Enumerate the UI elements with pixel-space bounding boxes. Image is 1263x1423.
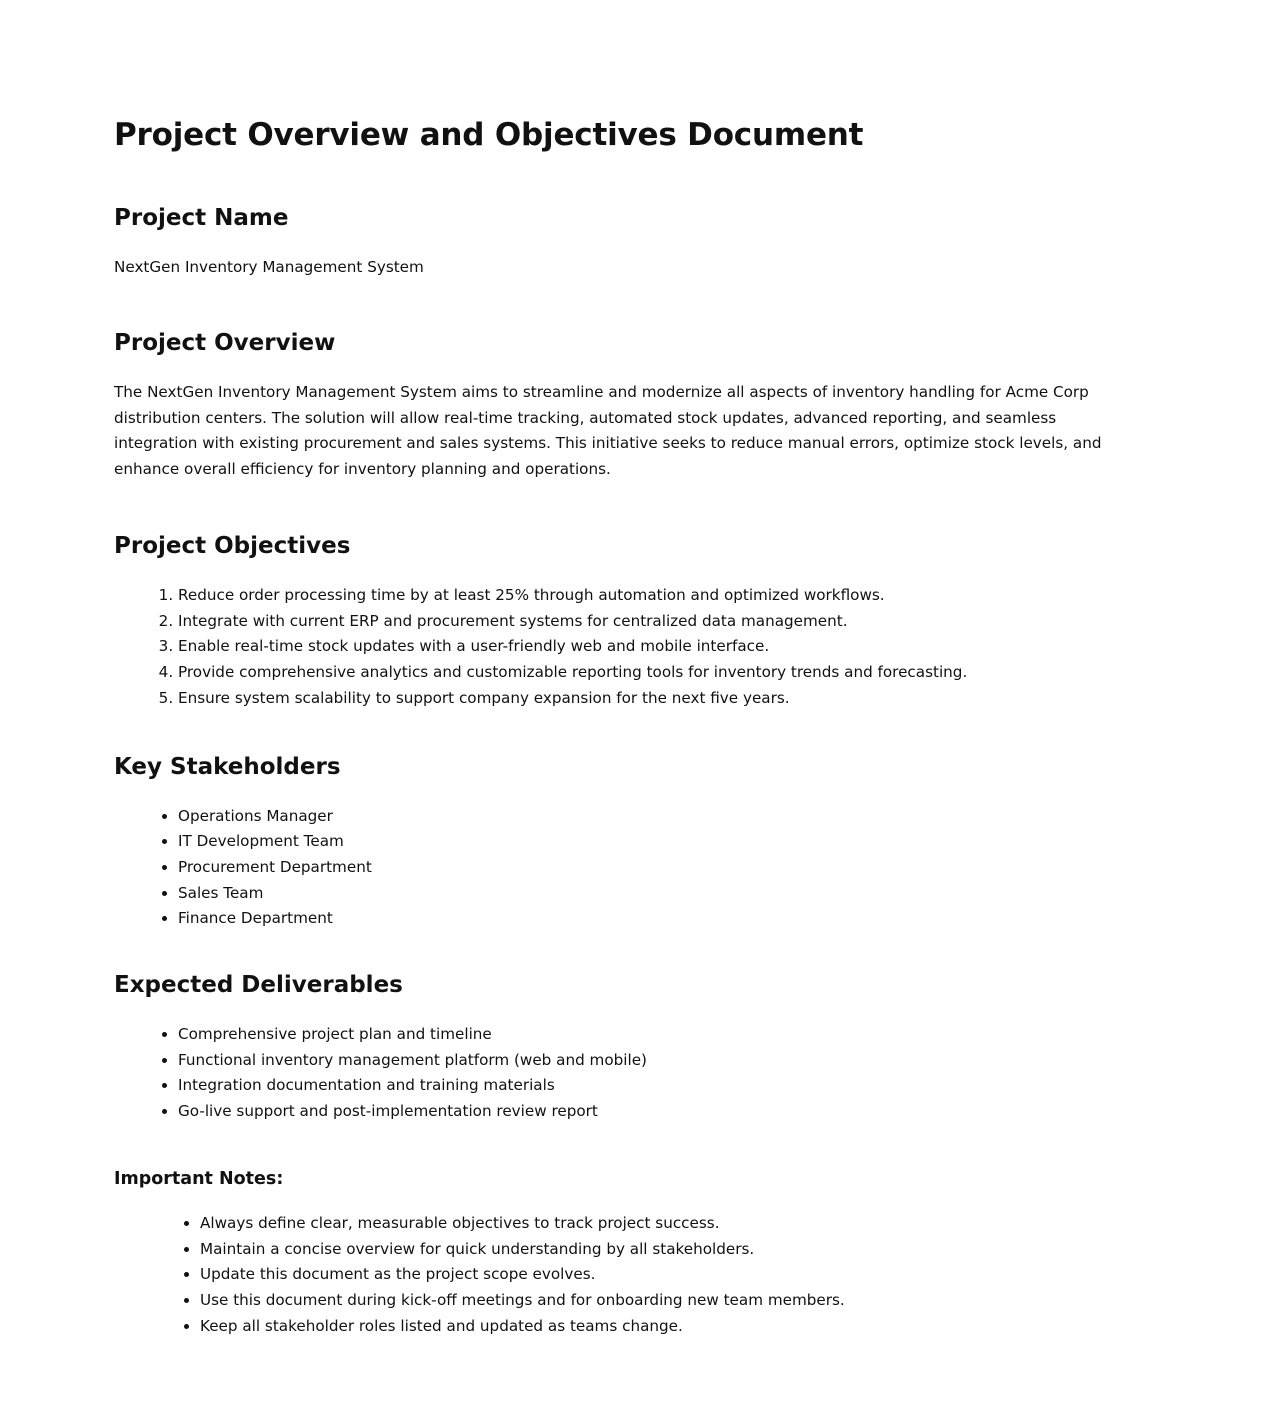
project-name-heading: Project Name <box>114 205 289 231</box>
list-item: • Comprehensive project plan and timeline <box>178 1022 1134 1048</box>
important-notes-section <box>114 1167 1134 1340</box>
list-item: 5. Ensure system scalability to support company expansion for the next five years. <box>178 686 1134 712</box>
key-stakeholders-heading: Key Stakeholders <box>114 753 341 780</box>
list-item: • Procurement Department <box>178 855 1134 881</box>
list-item: 3. Enable real-time stock updates with a user-friendly web and mobile interface. <box>178 634 1134 660</box>
objectives-list <box>114 583 1134 712</box>
list-item: • Update this document as the project scope evolves. <box>200 1262 1134 1288</box>
list-item: • Sales Team <box>178 881 1134 907</box>
expected-deliverables-section <box>114 970 1134 1125</box>
project-overview-heading: Project Overview <box>114 329 336 356</box>
document-title: Project Overview and Objectives Document <box>114 117 864 153</box>
list-item: 4. Provide comprehensive analytics and customizable reporting tools for inventory trends and forecasting. <box>178 660 1134 686</box>
expected-deliverables-heading: Expected Deliverables <box>114 972 403 999</box>
project-objectives-heading: Project Objectives <box>114 532 351 559</box>
list-item: 2. Integrate with current ERP and procurement systems for centralized data management. <box>178 609 1134 635</box>
list-item: • Always define clear, measurable objectives to track project success. <box>200 1211 1134 1237</box>
list-item: • Keep all stakeholder roles listed and updated as teams change. <box>200 1314 1134 1340</box>
list-item: • Functional inventory management platform (web and mobile) <box>178 1048 1134 1074</box>
list-item: • Go-live support and post-implementation review report <box>178 1099 1134 1125</box>
list-item: • Operations Manager <box>178 804 1134 830</box>
project-name-value: NextGen Inventory Management System <box>114 258 424 276</box>
list-item: • Maintain a concise overview for quick understanding by all stakeholders. <box>200 1237 1134 1263</box>
list-item: • Finance Department <box>178 906 1134 932</box>
project-objectives-section <box>114 531 1134 712</box>
key-stakeholders-section <box>114 752 1134 933</box>
important-notes-heading: Important Notes: <box>114 1168 284 1189</box>
list-item: • IT Development Team <box>178 829 1134 855</box>
stakeholders-list <box>114 804 1134 933</box>
list-item: • Integration documentation and training materials <box>178 1073 1134 1099</box>
project-overview-section <box>114 328 1134 483</box>
list-item: 1. Reduce order processing time by at least 25% through automation and optimized workflows. <box>178 583 1134 609</box>
list-item: • Use this document during kick-off meetings and for onboarding new team members. <box>200 1288 1134 1314</box>
notes-list <box>114 1211 1134 1340</box>
project-overview-text: The NextGen Inventory Management System aims to streamline and modernize all aspects of inventory handling for Acme Corp distribution centers. The solution will allow real-time tracking, automated stock updates, advanced reporting, and seamless integration with existing procurement and sales systems. This initiative seeks to reduce manual errors, optimize stock levels, and enhance overall efficiency for inventory planning and operations. <box>114 382 1102 479</box>
deliverables-list <box>114 1022 1134 1125</box>
project-name-section <box>114 203 1134 281</box>
